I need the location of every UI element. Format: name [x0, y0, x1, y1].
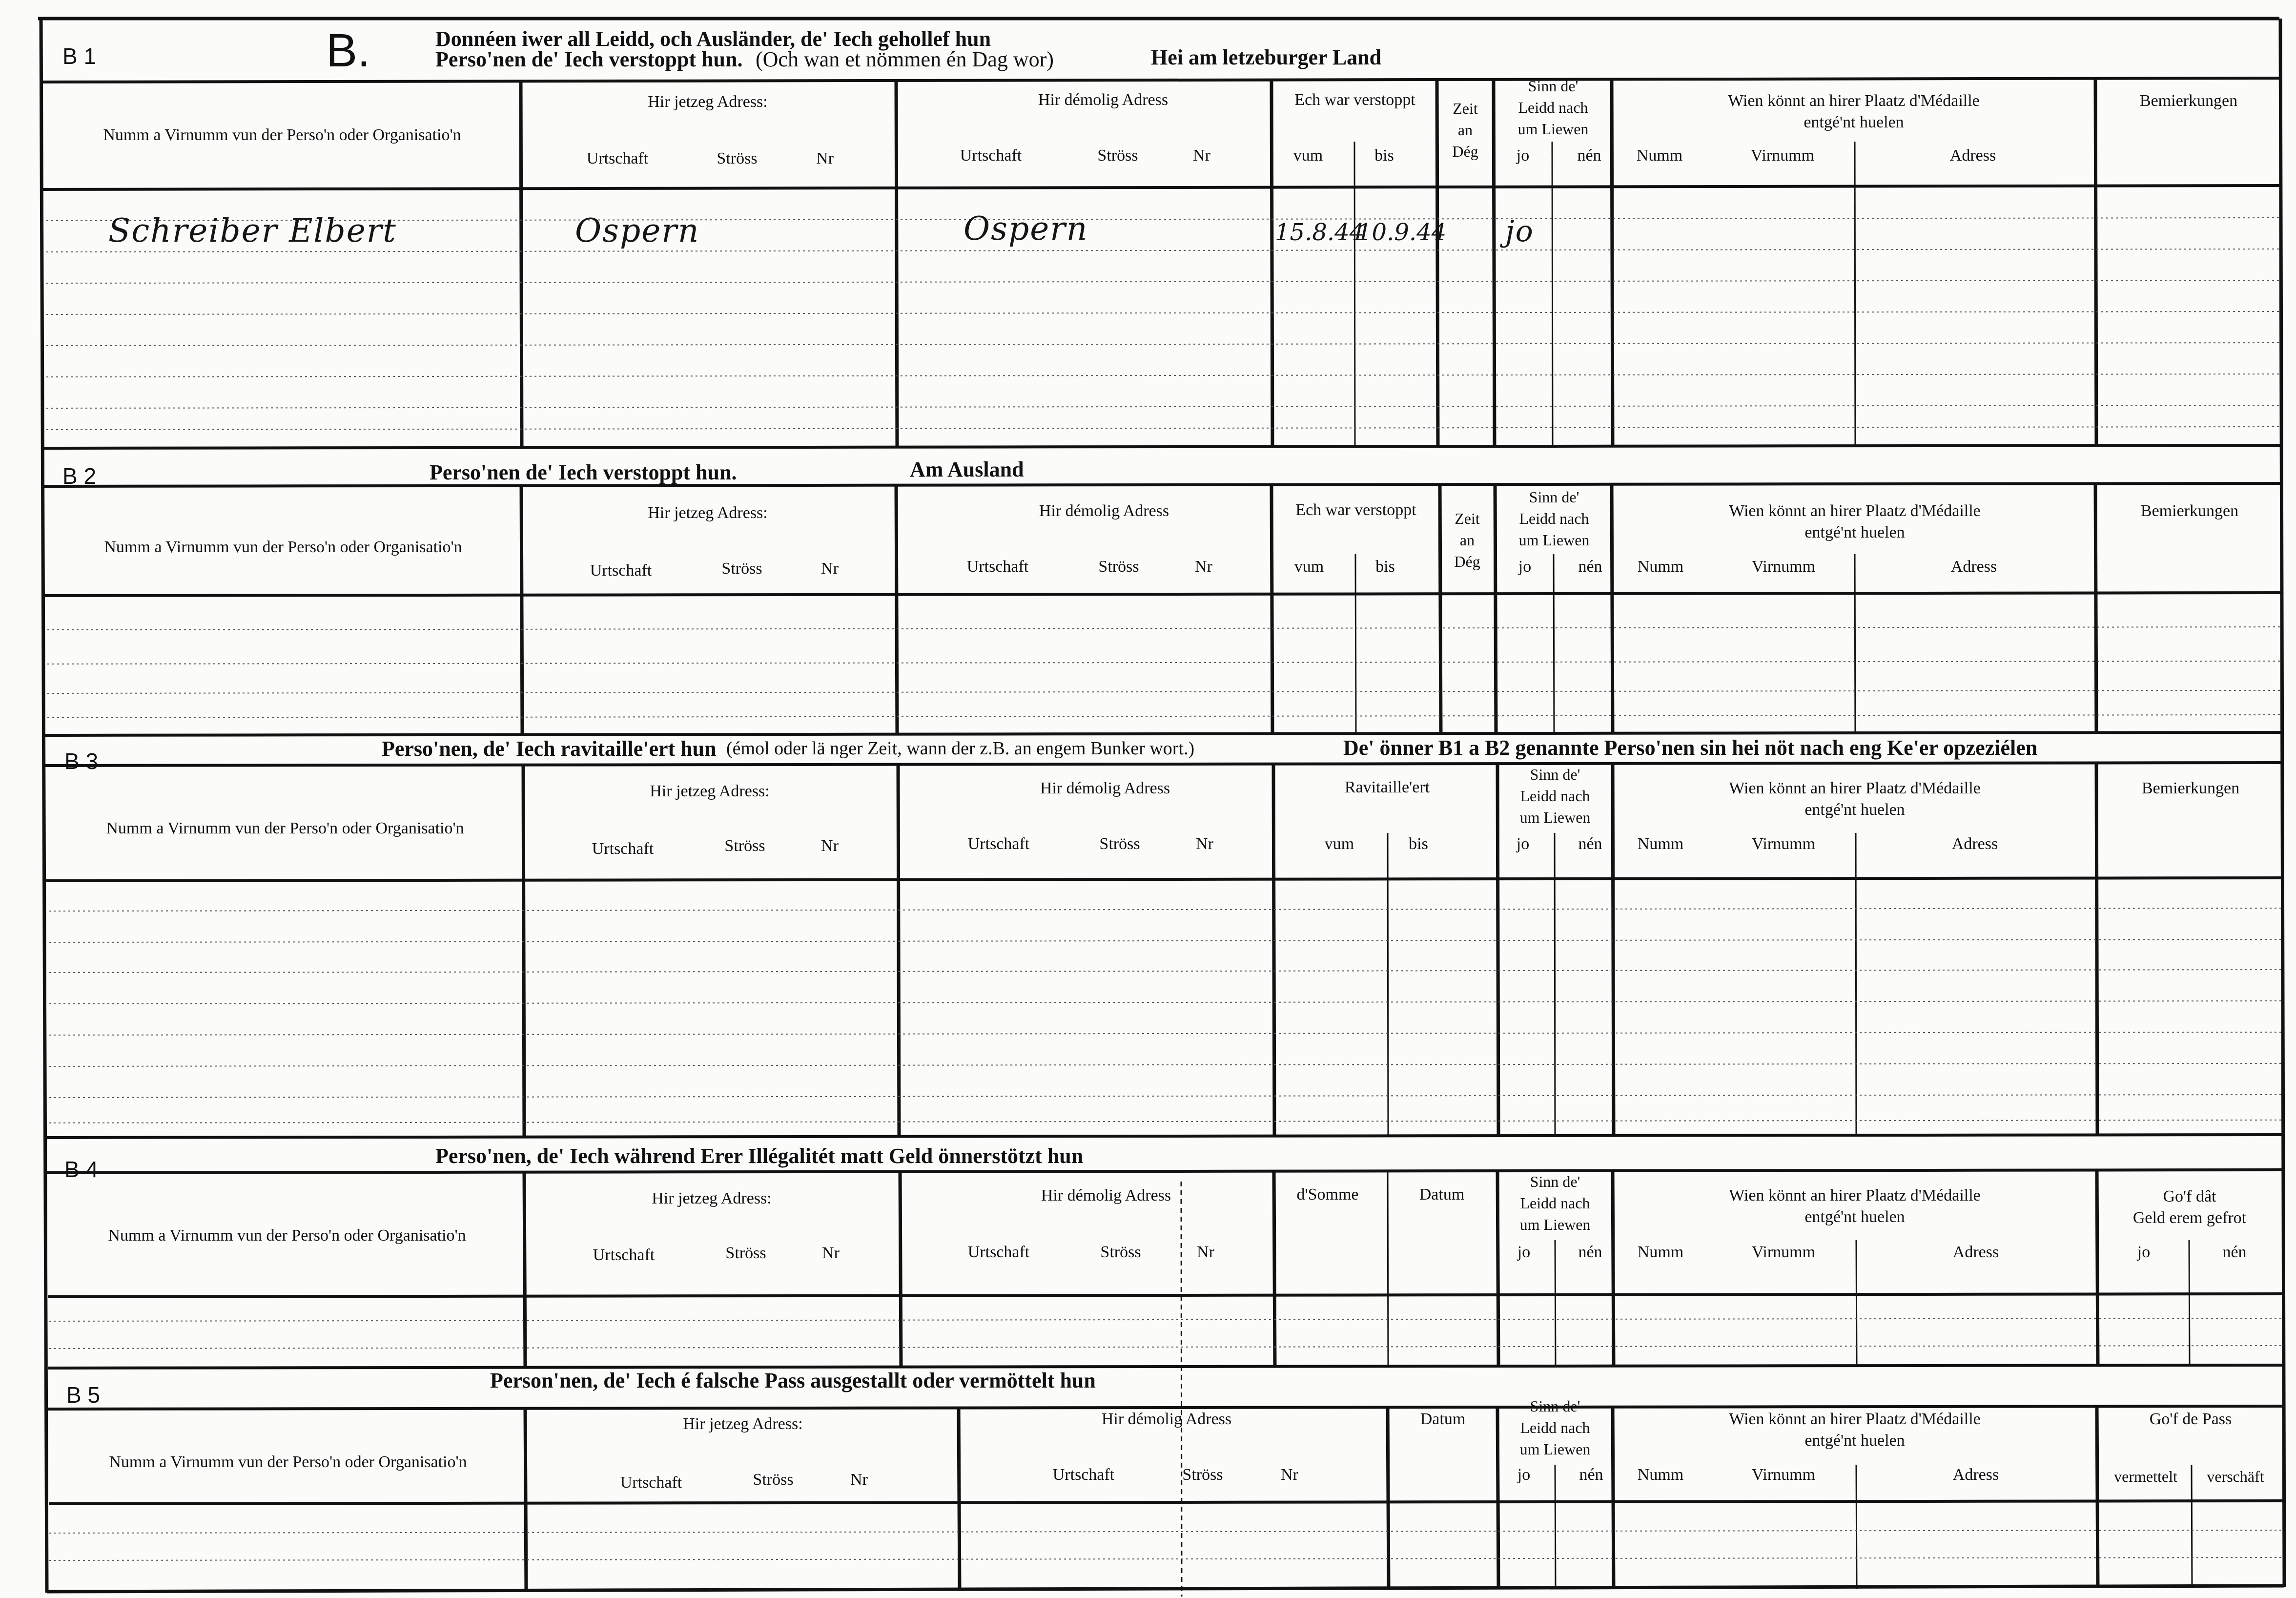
b1-name-header: Numm a Virnumm vun der Perso'n oder Organisatio'n: [103, 126, 461, 144]
b1-no-header: nén: [1577, 146, 1601, 165]
b2-firstname-header: Virnumm: [1751, 558, 1816, 576]
b4-name-header: Numm a Virnumm vun der Perso'n oder Organisatio'n: [108, 1226, 466, 1245]
b3-title: Perso'nen, de' Iech ravitaille'ert hun: [382, 737, 717, 761]
section-code-b5: B 5: [66, 1382, 101, 1408]
b5-former-number-header: Nr: [1281, 1466, 1298, 1484]
b4-current-street-header: Ströss: [725, 1244, 766, 1262]
lead-line-1: Donnéen iwer all Leidd, och Ausländer, de' Iech gehollef hun: [435, 27, 991, 51]
b5-former-address-header: Hir démolig Adress: [1101, 1410, 1232, 1428]
b1-days-header-3: Dég: [1452, 143, 1478, 160]
b5-no-header: nén: [1579, 1466, 1603, 1484]
b1-medal-header-2: entgé'nt huelen: [1804, 113, 1904, 131]
b3-from-header: vum: [1324, 835, 1354, 853]
b4-former-street-header: Ströss: [1100, 1243, 1141, 1261]
b2-address-header: Adress: [1950, 558, 1997, 576]
b5-former-locality-header: Urtschaft: [1052, 1466, 1115, 1484]
b1-hidden-header: Ech war verstoppt: [1294, 91, 1415, 109]
b5-alive-header-2: Leidd nach: [1520, 1419, 1590, 1436]
b3-remarks-header: Bemierkungen: [2141, 779, 2240, 797]
b5-mediated-header: vermettelt: [2114, 1468, 2177, 1485]
b1-yes-header: jo: [1516, 146, 1530, 165]
b4-title: Perso'nen, de' Iech während Erer Illégalitét matt Geld önnerstötzt hun: [435, 1144, 1084, 1168]
b2-current-number-header: Nr: [821, 560, 839, 578]
b1-alive-cell[interactable]: [1497, 189, 1610, 443]
b2-days-header-2: an: [1459, 531, 1475, 549]
b4-sum-header: d'Somme: [1296, 1185, 1359, 1204]
b3-alive-header-2: Leidd nach: [1520, 787, 1590, 805]
b3-former-street-header: Ströss: [1099, 835, 1140, 853]
b2-yes-header: jo: [1518, 558, 1532, 576]
b4-alive-header-2: Leidd nach: [1520, 1194, 1590, 1212]
b4-money-yes-header: jo: [2137, 1243, 2151, 1261]
b5-medal-header-2: entgé'nt huelen: [1804, 1432, 1905, 1450]
b5-firstname-header: Virnumm: [1751, 1466, 1816, 1484]
b2-surname-header: Numm: [1637, 558, 1684, 576]
b5-title: Person'nen, de' Iech é falsche Pass ausgestallt oder vermöttelt hun: [490, 1369, 1096, 1392]
b3-firstname-header: Virnumm: [1751, 835, 1816, 853]
b1-entry-name: Schreiber Elbert: [108, 212, 397, 249]
section-code-b4: B 4: [64, 1157, 99, 1182]
b4-former-number-header: Nr: [1197, 1243, 1214, 1261]
b2-to-header: bis: [1375, 558, 1395, 576]
section-code-b1: B 1: [62, 43, 97, 69]
b2-medal-header-2: entgé'nt huelen: [1804, 523, 1905, 541]
b3-name-cell[interactable]: [49, 883, 520, 1135]
b1-current-address-cell[interactable]: [524, 191, 894, 445]
b5-name-cell[interactable]: [51, 1506, 522, 1588]
section-letter: B.: [326, 24, 370, 77]
b1-name-cell[interactable]: [47, 191, 518, 445]
b1-current-number-header: Nr: [816, 149, 834, 167]
b3-former-locality-header: Urtschaft: [967, 835, 1030, 853]
b5-current-number-header: Nr: [850, 1471, 868, 1489]
b2-days-header-3: Dég: [1454, 553, 1480, 570]
b3-no-header: nén: [1578, 835, 1602, 853]
lead-line-2-place: Hei am letzeburger Land: [1151, 45, 1382, 69]
b2-days-header-1: Zeit: [1455, 510, 1480, 527]
b1-former-address-header: Hir démolig Adress: [1038, 91, 1168, 109]
b2-former-address-header: Hir démolig Adress: [1039, 502, 1169, 520]
b1-former-locality-header: Urtschaft: [960, 146, 1022, 165]
b3-note: (émol oder lä nger Zeit, wann der z.B. an engem Bunker wort.): [726, 738, 1195, 759]
b2-title: Perso'nen de' Iech verstoppt hun.: [430, 460, 737, 484]
b1-entry-alive: jo: [1505, 214, 1534, 249]
b2-no-header: nén: [1578, 558, 1602, 576]
b1-alive-header-1: Sinn de': [1528, 77, 1578, 95]
b5-current-street-header: Ströss: [753, 1471, 794, 1489]
b1-former-number-header: Nr: [1193, 146, 1210, 165]
b5-date-header: Datum: [1420, 1410, 1466, 1428]
b1-current-address-header: Hir jetzeg Adress:: [648, 93, 768, 111]
b3-medal-header-1: Wien könnt an hirer Plaatz d'Médaille: [1729, 779, 1981, 797]
b2-current-street-header: Ströss: [721, 560, 762, 578]
b5-address-header: Adress: [1952, 1466, 1999, 1484]
b4-no-header: nén: [1578, 1243, 1602, 1261]
b4-former-locality-header: Urtschaft: [967, 1243, 1030, 1261]
b2-place: Am Ausland: [910, 457, 1024, 481]
b4-surname-header: Numm: [1637, 1243, 1684, 1261]
b4-medal-header-2: entgé'nt huelen: [1804, 1208, 1905, 1226]
lead-line-2: Perso'nen de' Iech verstoppt hun.: [435, 47, 743, 71]
b3-current-street-header: Ströss: [724, 837, 765, 855]
b1-alive-header-3: um Liewen: [1517, 120, 1589, 138]
b1-medal-header-1: Wien könnt an hirer Plaatz d'Médaille: [1728, 92, 1980, 110]
b2-alive-header-3: um Liewen: [1518, 531, 1590, 549]
lead-line-2-note: (Och wan et nömmen én Dag wor): [756, 47, 1054, 71]
b3-former-address-header: Hir démolig Adress: [1040, 779, 1170, 797]
b1-address-header: Adress: [1949, 146, 1996, 165]
b4-former-address-header: Hir démolig Adress: [1041, 1186, 1171, 1204]
b2-name-header: Numm a Virnumm vun der Perso'n oder Organisatio'n: [104, 538, 462, 556]
b1-days-header-1: Zeit: [1453, 100, 1478, 117]
b3-address-header: Adress: [1951, 835, 1998, 853]
b2-current-address-header: Hir jetzeg Adress:: [648, 504, 768, 522]
b5-details-cell[interactable]: [529, 1505, 2280, 1587]
b4-money-header-2: Geld erem gefrot: [2132, 1209, 2247, 1227]
b3-note-2: De' önner B1 a B2 genannte Perso'nen sin hei nöt nach eng Ke'er opzeziélen: [1343, 736, 2038, 760]
b5-current-locality-header: Urtschaft: [620, 1473, 682, 1492]
b3-current-locality-header: Urtschaft: [592, 840, 654, 858]
b5-surname-header: Numm: [1637, 1466, 1684, 1484]
b1-entry-former-locality: Ospern: [964, 210, 1088, 248]
b5-name-header: Numm a Virnumm vun der Perso'n oder Organisatio'n: [109, 1453, 467, 1471]
b3-medal-header-2: entgé'nt huelen: [1804, 801, 1905, 819]
b2-name-cell[interactable]: [48, 598, 518, 732]
b5-current-address-header: Hir jetzeg Adress:: [683, 1415, 803, 1433]
b3-current-number-header: Nr: [821, 837, 839, 855]
b3-surname-header: Numm: [1637, 835, 1684, 853]
b2-remarks-header: Bemierkungen: [2140, 502, 2239, 520]
b1-remarks-header: Bemierkungen: [2139, 92, 2238, 110]
b1-former-street-header: Ströss: [1097, 146, 1138, 165]
b3-former-number-header: Nr: [1196, 835, 1213, 853]
b4-alive-header-1: Sinn de': [1530, 1173, 1580, 1190]
section-code-b2: B 2: [62, 463, 97, 489]
b3-current-address-header: Hir jetzeg Adress:: [650, 782, 770, 800]
b3-alive-header-1: Sinn de': [1530, 766, 1580, 783]
b1-alive-header-2: Leidd nach: [1518, 99, 1588, 116]
b1-remarks-cell[interactable]: [2099, 188, 2277, 442]
b1-entry-current-locality: Ospern: [575, 212, 700, 249]
b2-medal-header-1: Wien könnt an hirer Plaatz d'Médaille: [1729, 502, 1981, 520]
b4-address-header: Adress: [1952, 1243, 1999, 1261]
b2-from-header: vum: [1294, 558, 1324, 576]
b1-former-address-cell[interactable]: [900, 190, 1269, 444]
b2-details-cell[interactable]: [525, 598, 2277, 732]
b2-former-locality-header: Urtschaft: [966, 558, 1029, 576]
b1-entry-to: 10.9.44: [1357, 219, 1447, 246]
b1-surname-header: Numm: [1636, 146, 1683, 165]
b1-to-header: bis: [1374, 146, 1394, 165]
b3-yes-header: jo: [1516, 835, 1530, 853]
b4-money-header-1: Go'f dât: [2163, 1187, 2216, 1205]
b3-to-header: bis: [1409, 835, 1428, 853]
b2-alive-header-2: Leidd nach: [1519, 510, 1589, 527]
b4-details-cell[interactable]: [528, 1298, 2279, 1364]
b5-medal-header-1: Wien könnt an hirer Plaatz d'Médaille: [1729, 1410, 1981, 1428]
b1-medal-cell[interactable]: [1616, 188, 2093, 442]
section-code-b3: B 3: [64, 748, 99, 774]
b4-firstname-header: Virnumm: [1751, 1243, 1816, 1261]
b1-entry-from: 15.8.44: [1275, 219, 1365, 246]
b5-pass-header: Go'f de Pass: [2149, 1410, 2232, 1428]
b4-current-number-header: Nr: [822, 1244, 840, 1262]
b4-current-locality-header: Urtschaft: [593, 1246, 655, 1264]
b5-alive-header-3: um Liewen: [1519, 1440, 1591, 1458]
b4-money-no-header: nén: [2222, 1243, 2247, 1261]
b5-former-street-header: Ströss: [1182, 1466, 1223, 1484]
b3-supplied-header: Ravitaille'ert: [1344, 778, 1430, 796]
b5-alive-header-1: Sinn de': [1530, 1397, 1580, 1415]
b4-current-address-header: Hir jetzeg Adress:: [652, 1189, 772, 1207]
b5-procured-header: verschäft: [2207, 1468, 2264, 1485]
b2-hidden-header: Ech war verstoppt: [1295, 501, 1416, 519]
b4-alive-header-3: um Liewen: [1519, 1216, 1591, 1233]
b1-firstname-header: Virnumm: [1750, 146, 1815, 165]
b2-former-street-header: Ströss: [1098, 558, 1139, 576]
b3-details-cell[interactable]: [527, 882, 2278, 1134]
b2-former-number-header: Nr: [1195, 558, 1212, 576]
b5-yes-header: jo: [1517, 1466, 1531, 1484]
b2-current-locality-header: Urtschaft: [590, 561, 652, 580]
b4-date-header: Datum: [1419, 1185, 1465, 1204]
b3-alive-header-3: um Liewen: [1519, 809, 1591, 826]
b1-from-header: vum: [1293, 146, 1323, 165]
b4-name-cell[interactable]: [50, 1299, 521, 1365]
b4-yes-header: jo: [1517, 1243, 1531, 1261]
b1-hidden-dates-cell[interactable]: [1275, 189, 1434, 443]
b4-medal-header-1: Wien könnt an hirer Plaatz d'Médaille: [1729, 1186, 1981, 1204]
b1-days-header-2: an: [1457, 121, 1473, 139]
b3-name-header: Numm a Virnumm vun der Perso'n oder Organisatio'n: [106, 819, 464, 837]
b1-current-street-header: Ströss: [717, 149, 758, 167]
b1-current-locality-header: Urtschaft: [586, 149, 649, 167]
b2-alive-header-1: Sinn de': [1529, 488, 1579, 506]
